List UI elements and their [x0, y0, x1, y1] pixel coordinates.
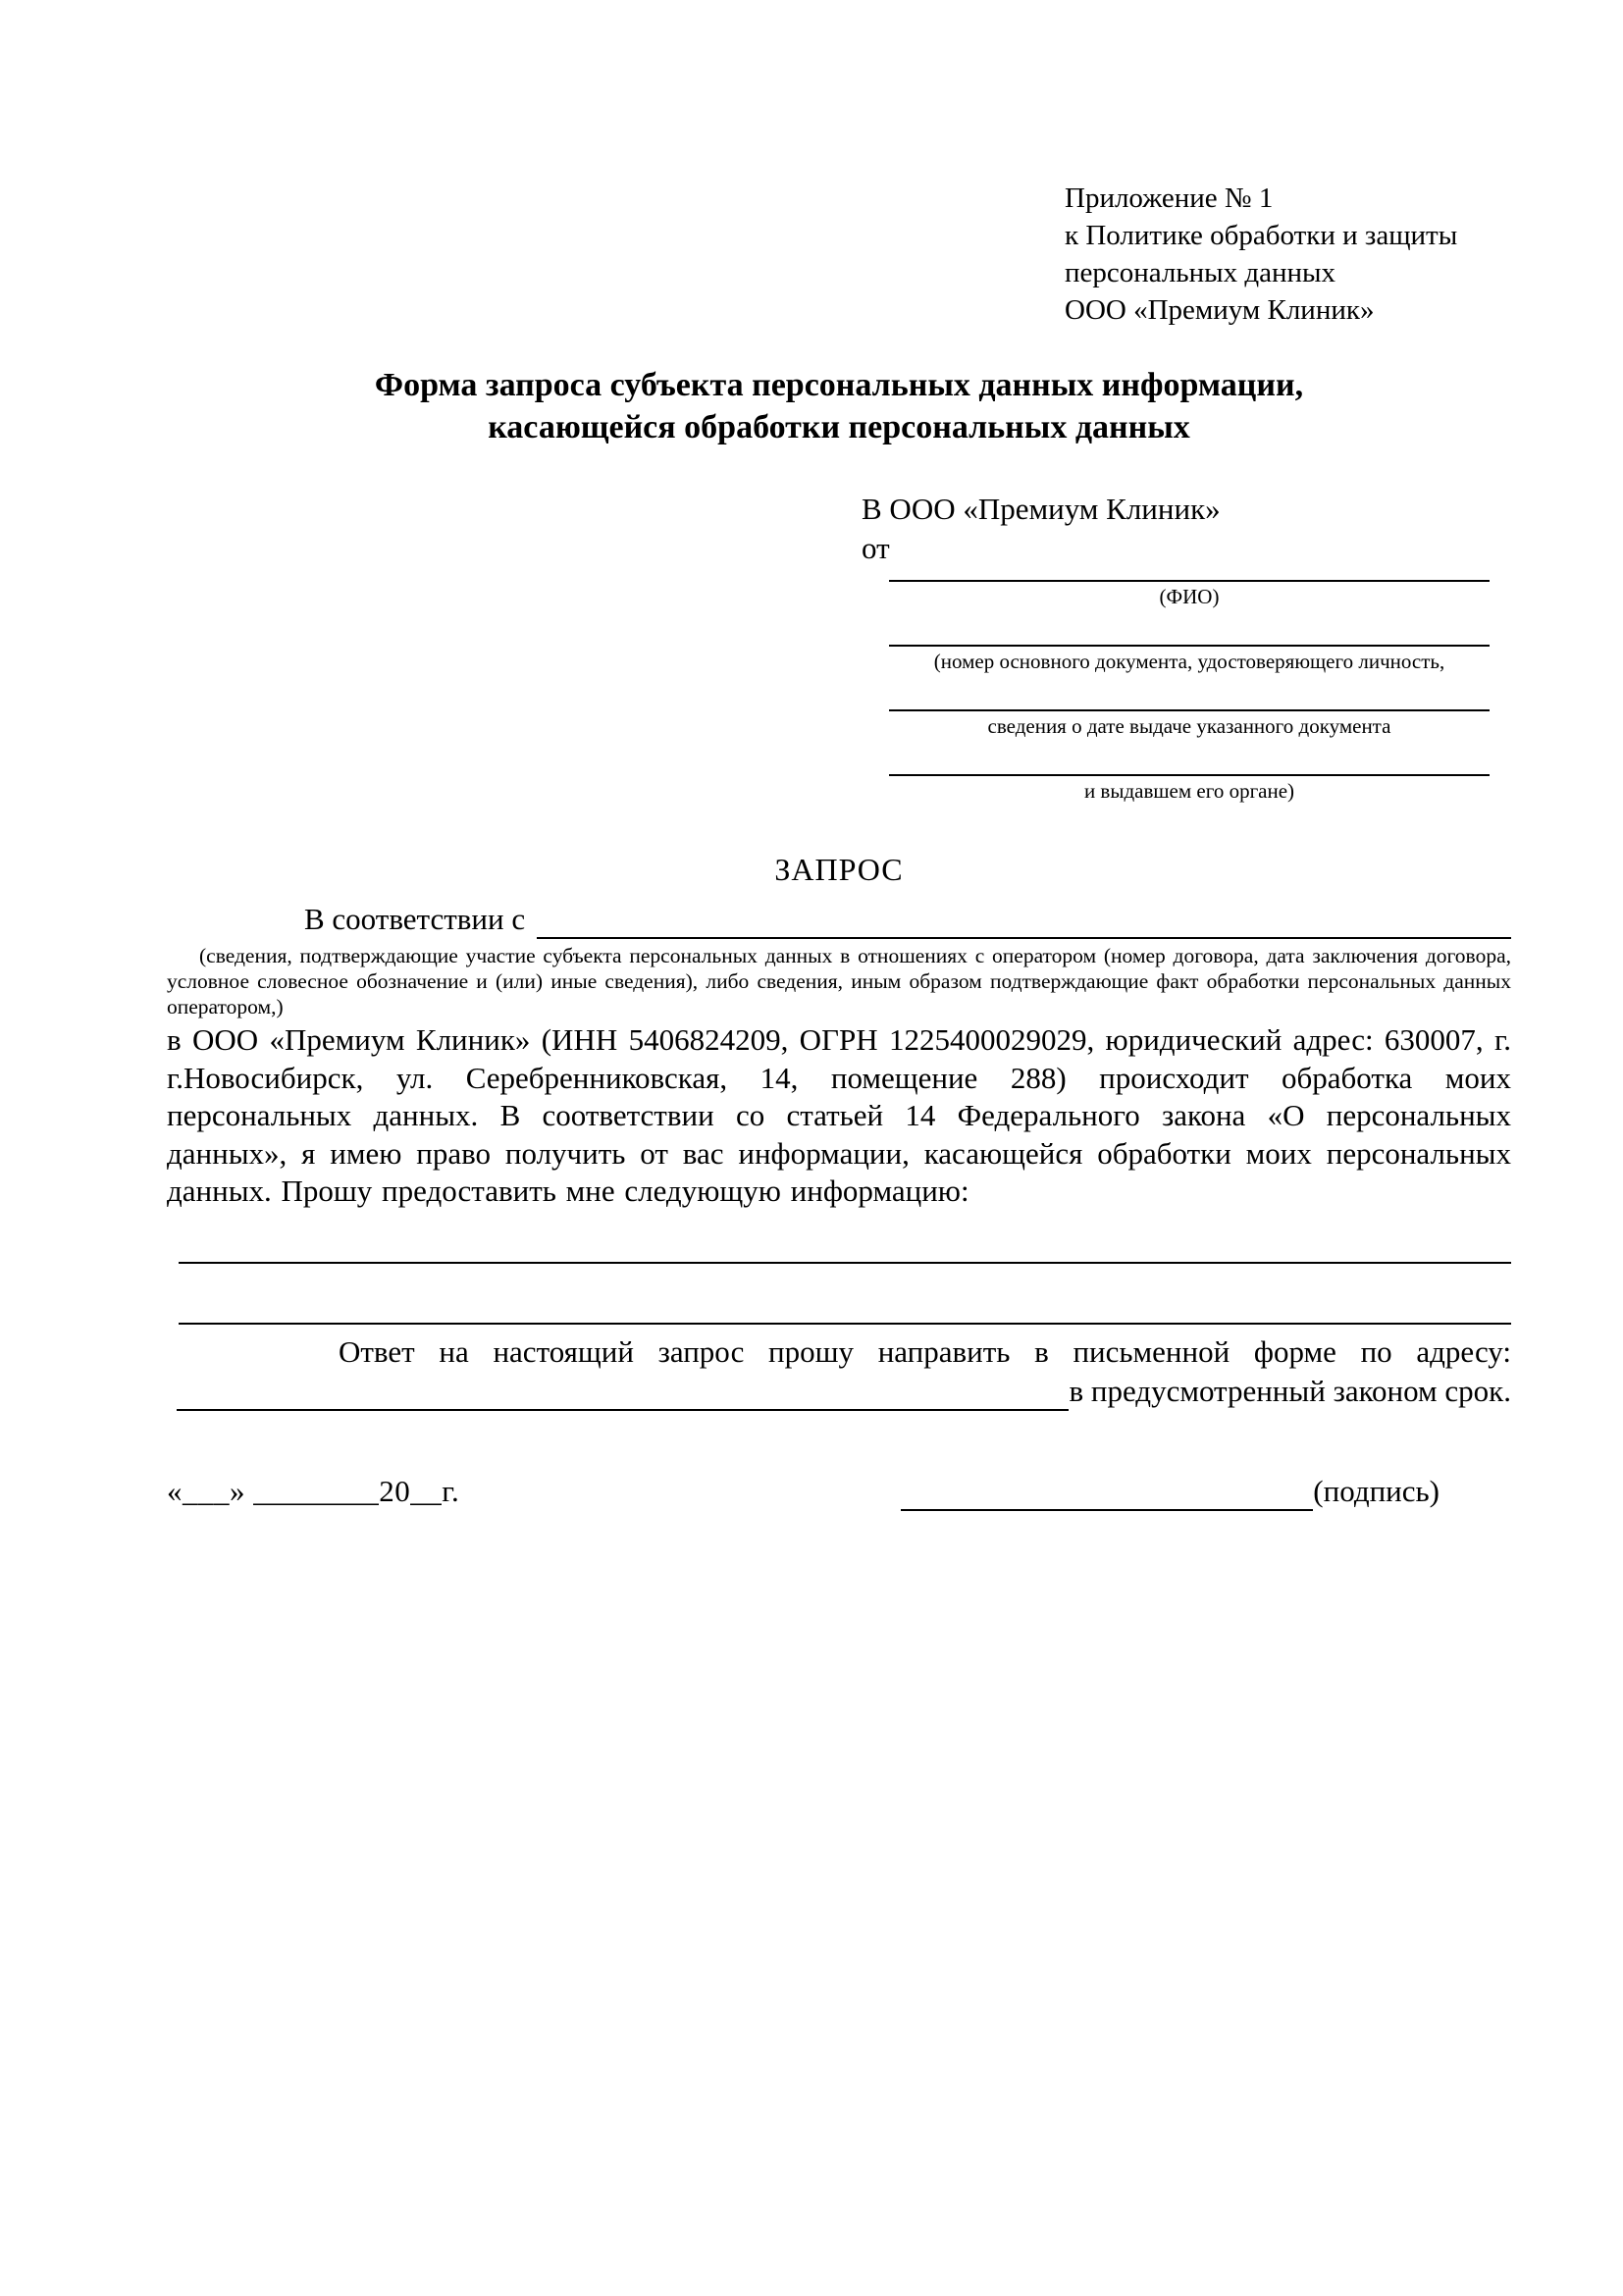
issue-date-caption: сведения о дате выдаче указанного документа [987, 714, 1391, 738]
request-heading: ЗАПРОС [774, 852, 904, 887]
appendix-line: ООО «Премиум Клиник» [1065, 294, 1375, 326]
document-number-field [889, 633, 1490, 674]
appendix-line: персональных данных [1065, 257, 1336, 288]
basis-note: (сведения, подтверждающие участие субъекта персональных данных в отношениях с оператором (номер договора, дата заключения договора, условное словесное обозначение и (или) иные сведения), либо сведения, иным образом подтверждающие факт обработки персональных данных оператором,) [167, 944, 1511, 1018]
appendix-line: Приложение № 1 [1065, 183, 1274, 214]
issuing-authority-caption: и выдавшем его органе) [1083, 779, 1295, 803]
issuing-authority-input-line[interactable] [889, 762, 1490, 776]
document-number-caption: (номер основного документа, удостоверяющего личность, [933, 650, 1445, 673]
addressee-to-label: В ООО «Премиум Клиник» [862, 492, 1221, 526]
reply-address-row [167, 1372, 1511, 1411]
reply-address-input-line[interactable] [177, 1376, 1069, 1411]
footer-row [167, 1472, 1511, 1511]
signature-group [901, 1472, 1440, 1511]
fio-caption: (ФИО) [1159, 585, 1220, 608]
fio-field [889, 568, 1490, 609]
basis-row [167, 900, 1511, 939]
reply-suffix: в предусмотренный законом срок. [1069, 1373, 1511, 1408]
issue-date-field [889, 698, 1490, 739]
addressee-block [862, 490, 1490, 804]
basis-label: В соответствии с [304, 902, 526, 936]
issue-date-input-line[interactable] [889, 698, 1490, 711]
addressee-from-label: от [862, 531, 890, 565]
request-body-paragraph: в ООО «Премиум Клиник» (ИНН 5406824209, ОГРН 1225400029029, юридический адрес: 630007, г. г.Новосибирск, ул. Серебренниковская, 14, помещение 288) происходит обработка моих персональных данных. В соответствии со статьей 14 Федерального закона «О персональных данных», я имею право получить от вас информации, касающейся обработки моих персональных данных. Прошу предоставить мне следующую информацию: [167, 1022, 1511, 1208]
basis-input-line[interactable] [537, 904, 1511, 939]
document-title [167, 364, 1511, 448]
issuing-authority-field [889, 762, 1490, 804]
signature-input-line[interactable] [901, 1476, 1313, 1511]
document-number-input-line[interactable] [889, 633, 1490, 647]
date-blank[interactable]: «___» ________20__г. [167, 1473, 460, 1508]
fio-input-line[interactable] [889, 568, 1490, 582]
document-title-line2: касающейся обработки персональных данных [488, 409, 1190, 445]
requested-info-input-line-1[interactable] [179, 1262, 1511, 1264]
document-title-line1: Форма запроса субъекта персональных данных информации, [374, 367, 1304, 403]
signature-caption: (подпись) [1313, 1473, 1440, 1508]
appendix-line: к Политике обработки и защиты [1065, 220, 1458, 251]
requested-info-input-line-2[interactable] [179, 1323, 1511, 1325]
reply-instruction: Ответ на настоящий запрос прошу направить в письменной форме по адресу: [339, 1333, 1511, 1369]
appendix-header [1065, 180, 1511, 329]
